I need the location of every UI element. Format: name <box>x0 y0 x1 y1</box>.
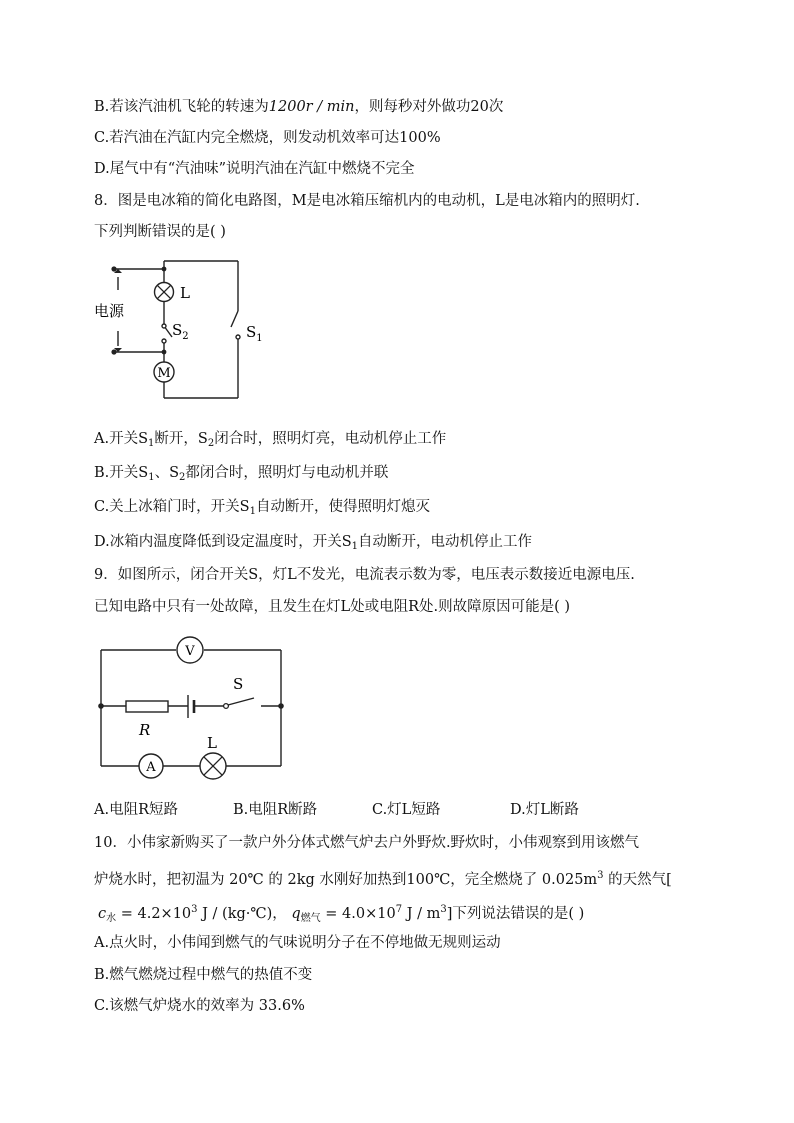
power-source-label: 电源 <box>94 302 125 320</box>
q9-option-c: C.灯L短路 <box>372 802 441 818</box>
q7-option-b-speed: 1200r / min <box>268 99 355 115</box>
q10-stem-line1: 10．小伟家新购买了一款户外分体式燃气炉去户外野炊.野炊时，小伟观察到用该燃气 <box>94 835 640 851</box>
q8-stem-line2: 下列判断错误的是( ) <box>94 224 226 240</box>
q8-option-c: C.关上冰箱门时，开关$S_1$自动断开，使得照明灯熄灭 <box>94 499 430 517</box>
q7-option-b-text: B.若该汽油机飞轮的转速为 <box>94 99 269 115</box>
q10-option-a: A.点火时，小伟闻到燃气的气味说明分子在不停地做无规则运动 <box>94 935 501 951</box>
q7-option-b <box>94 97 503 117</box>
q7-option-c: C.若汽油在汽缸内完全燃烧，则发动机效率可达100% <box>94 130 441 146</box>
ammeter-label: A <box>146 760 156 775</box>
voltmeter-label: V <box>185 644 195 659</box>
q9-option-d: D.灯L断路 <box>510 802 579 818</box>
q10-option-c: C.该燃气炉烧水的效率为 33.6% <box>94 998 305 1014</box>
lamp-l-icon <box>155 283 174 302</box>
q9-option-b: B.电阻R断路 <box>233 802 318 818</box>
motor-label: M <box>157 366 171 381</box>
lamp-label: L <box>207 734 217 752</box>
q10-option-b: B.燃气燃烧过程中燃气的热值不变 <box>94 967 313 983</box>
q8-stem-line1: 8．图是电冰箱的简化电路图，M是电冰箱压缩机内的电动机，L是电冰箱内的照明灯. <box>94 193 640 209</box>
switch-s-label: S <box>233 675 244 693</box>
switch-s2-label: $S_2$ <box>172 321 189 342</box>
lamp-l-icon <box>200 753 226 779</box>
q9-stem-line1: 9．如图所示，闭合开关S，灯L不发光，电流表示数为零，电压表示数接近电源电压. <box>94 567 635 583</box>
resistor-r-label: R <box>139 721 151 739</box>
q9-stem-line2: 已知电路中只有一处故障，且发生在灯L处或电阻R处.则故障原因可能是( ) <box>94 599 571 615</box>
q10-stem-line2: 炉烧水时，把初温为 20℃ 的 2kg 水刚好加热到100℃，完全燃烧了 $0.025m^3$ 的天然气[ <box>94 870 672 888</box>
q7-option-d: D.尾气中有“汽油味”说明汽油在汽缸中燃烧不完全 <box>94 161 415 177</box>
q8-option-d: D.冰箱内温度降低到设定温度时，开关$S_1$自动断开，电动机停止工作 <box>94 534 533 552</box>
q8-option-a: A.开关$S_1$断开，$S_2$闭合时，照明灯亮，电动机停止工作 <box>94 431 447 449</box>
switch-s1-label: $S_1$ <box>246 323 263 344</box>
lamp-label: L <box>180 284 190 302</box>
q10-stem-line3: $c_水 = 4.2\times 10^3$ J / (kg·℃)， $q_{燃气} = 4.0\times 10^7$ J / $m^3$]下列说法错误的是( ) <box>98 904 585 924</box>
q9-circuit-diagram <box>96 636 286 776</box>
q8-option-b: B.开关$S_1$、$S_2$都闭合时，照明灯与电动机并联 <box>94 465 389 483</box>
q8-circuit-diagram <box>86 255 286 405</box>
q9-option-a: A.电阻R短路 <box>94 802 178 818</box>
q7-option-b-tail: ，则每秒对外做功20次 <box>354 99 504 115</box>
